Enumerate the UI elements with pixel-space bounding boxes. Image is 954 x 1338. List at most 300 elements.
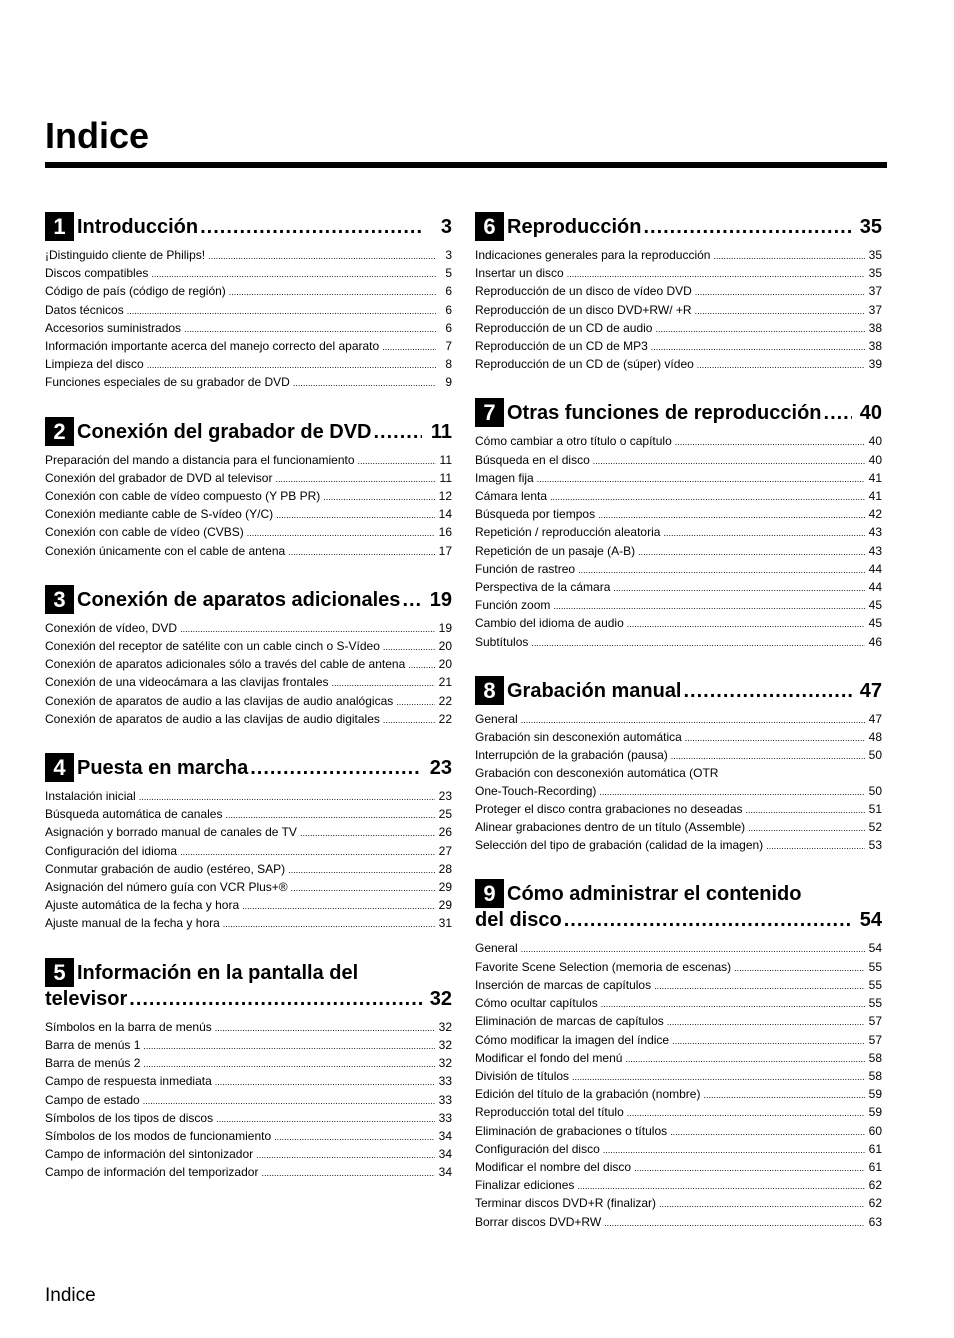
entry-page-number: 14 bbox=[438, 507, 452, 522]
toc-entry[interactable] bbox=[475, 265, 882, 283]
toc-entry[interactable] bbox=[45, 1055, 452, 1073]
entry-page-number: 16 bbox=[438, 525, 452, 540]
toc-section bbox=[45, 587, 452, 729]
section-entry-list bbox=[45, 620, 452, 729]
entry-page-number: 52 bbox=[868, 820, 882, 835]
entry-page-number: 11 bbox=[439, 452, 452, 467]
dot-leader bbox=[643, 214, 852, 240]
section-number-badge: 2 bbox=[45, 417, 74, 446]
dot-leader bbox=[578, 562, 865, 579]
dot-leader bbox=[671, 748, 865, 765]
section-heading[interactable] bbox=[45, 960, 452, 1012]
toc-entry[interactable] bbox=[475, 247, 882, 265]
toc-entry[interactable] bbox=[475, 302, 882, 320]
dot-leader bbox=[703, 1087, 864, 1104]
entry-page-number: 61 bbox=[868, 1141, 882, 1156]
dot-leader bbox=[634, 1160, 865, 1177]
entry-page-number: 55 bbox=[868, 959, 882, 974]
section-title-continued: del disco bbox=[475, 909, 562, 932]
entry-page-number: 63 bbox=[868, 1214, 882, 1229]
dot-leader bbox=[216, 1111, 435, 1128]
section-entry-list bbox=[475, 433, 882, 651]
entry-page-number: 44 bbox=[868, 561, 882, 576]
entry-page-number: 55 bbox=[868, 996, 882, 1011]
entry-title: Campo de información del temporizador bbox=[45, 1165, 259, 1180]
dot-leader bbox=[577, 1178, 864, 1195]
toc-entry[interactable] bbox=[45, 247, 452, 265]
section-entry-list bbox=[475, 711, 882, 856]
toc-entry[interactable] bbox=[475, 1013, 882, 1031]
entry-title: Barra de menús 2 bbox=[45, 1056, 141, 1071]
dot-leader bbox=[685, 730, 865, 747]
dot-leader bbox=[601, 996, 865, 1013]
entry-title: Subtítulos bbox=[475, 634, 529, 649]
dot-leader bbox=[383, 639, 435, 656]
toc-entry[interactable] bbox=[45, 711, 452, 729]
entry-title: Inserción de marcas de capítulos bbox=[475, 977, 652, 992]
toc-entry[interactable] bbox=[45, 265, 452, 283]
entry-page-number: 60 bbox=[868, 1123, 882, 1138]
section-heading[interactable] bbox=[45, 214, 452, 240]
section-title: Información en la pantalla del bbox=[77, 961, 359, 984]
dot-leader bbox=[627, 616, 865, 633]
section-number-badge: 9 bbox=[475, 879, 504, 908]
toc-entry[interactable] bbox=[45, 915, 452, 933]
entry-page-number: 41 bbox=[868, 470, 882, 485]
dot-leader bbox=[651, 339, 865, 356]
entry-title: Modificar el fondo del menú bbox=[475, 1050, 623, 1065]
toc-entry[interactable] bbox=[475, 615, 882, 633]
dot-leader bbox=[180, 844, 435, 861]
dot-leader bbox=[663, 525, 864, 542]
toc-section bbox=[45, 419, 452, 561]
section-number-badge: 8 bbox=[475, 676, 504, 705]
entry-title: Instalación inicial bbox=[45, 789, 136, 804]
section-page-number: 23 bbox=[429, 757, 452, 780]
entry-title: Edición del título de la grabación (nombre) bbox=[475, 1087, 701, 1102]
entry-title: One-Touch-Recording) bbox=[475, 783, 597, 798]
dot-leader bbox=[567, 266, 865, 283]
entry-page-number: 32 bbox=[438, 1037, 452, 1052]
section-title: Cómo administrar el contenido bbox=[507, 883, 802, 906]
section-page-number: 32 bbox=[429, 987, 452, 1010]
toc-entry[interactable] bbox=[45, 861, 452, 879]
entry-title: Búsqueda automática de canales bbox=[45, 807, 223, 822]
section-page-number: 19 bbox=[429, 588, 452, 611]
dot-leader bbox=[613, 580, 864, 597]
toc-entry[interactable] bbox=[475, 452, 882, 470]
toc-entry[interactable] bbox=[45, 1092, 452, 1110]
dot-leader bbox=[382, 339, 436, 356]
toc-entry[interactable] bbox=[475, 506, 882, 524]
toc-entry[interactable] bbox=[475, 747, 882, 765]
dot-leader bbox=[225, 807, 434, 824]
dot-leader bbox=[396, 694, 434, 711]
toc-entry[interactable] bbox=[45, 1164, 452, 1182]
entry-page-number: 42 bbox=[868, 507, 882, 522]
section-heading[interactable] bbox=[45, 755, 452, 781]
section-page-number: 11 bbox=[430, 420, 452, 443]
entry-title: Función zoom bbox=[475, 598, 551, 613]
section-heading[interactable] bbox=[475, 881, 882, 933]
toc-entry[interactable] bbox=[475, 597, 882, 615]
toc-entry[interactable] bbox=[475, 488, 882, 506]
entry-title: Reproducción de un disco DVD+RW/ +R bbox=[475, 302, 692, 317]
dot-leader bbox=[746, 802, 865, 819]
toc-entry[interactable] bbox=[475, 1159, 882, 1177]
entry-title: Finalizar ediciones bbox=[475, 1178, 575, 1193]
entry-page-number: 3 bbox=[445, 248, 452, 262]
section-heading-line bbox=[77, 960, 452, 986]
toc-section bbox=[475, 678, 882, 856]
dot-leader bbox=[684, 678, 853, 704]
toc-entry[interactable] bbox=[45, 374, 452, 392]
toc-entry[interactable] bbox=[475, 338, 882, 356]
entry-page-number: 12 bbox=[438, 489, 452, 504]
toc-entry[interactable] bbox=[45, 488, 452, 506]
entry-page-number: 28 bbox=[438, 861, 452, 876]
entry-title: Conexión de una videocámara a las clavijas frontales bbox=[45, 675, 329, 690]
entry-page-number: 33 bbox=[438, 1110, 452, 1125]
entry-page-number: 57 bbox=[868, 1032, 882, 1047]
dot-leader bbox=[824, 400, 852, 426]
entry-title: Funciones especiales de su grabador de DVD bbox=[45, 375, 290, 390]
section-page-number: 47 bbox=[859, 679, 882, 702]
dot-leader bbox=[697, 357, 865, 374]
entry-page-number: 59 bbox=[868, 1105, 882, 1120]
toc-entry[interactable] bbox=[45, 1128, 452, 1146]
entry-title: Imagen fija bbox=[475, 470, 534, 485]
section-heading[interactable] bbox=[475, 400, 882, 426]
section-entry-list bbox=[475, 247, 882, 374]
toc-entry[interactable] bbox=[45, 320, 452, 338]
entry-title: Grabación con desconexión automática (OTR bbox=[475, 766, 719, 781]
dot-leader bbox=[537, 471, 865, 488]
toc-section bbox=[45, 960, 452, 1183]
entry-title: Ajuste automática de la fecha y hora bbox=[45, 898, 240, 913]
toc-entry[interactable] bbox=[45, 524, 452, 542]
dot-leader bbox=[654, 978, 865, 995]
dot-leader bbox=[151, 266, 436, 283]
entry-page-number: 32 bbox=[438, 1056, 452, 1071]
dot-leader bbox=[143, 1038, 434, 1055]
section-number-badge: 4 bbox=[45, 753, 74, 782]
toc-entry[interactable] bbox=[45, 879, 452, 897]
section-heading-line bbox=[475, 907, 882, 933]
toc-entry[interactable] bbox=[475, 356, 882, 374]
dot-leader bbox=[748, 820, 864, 837]
toc-entry[interactable] bbox=[475, 1068, 882, 1086]
toc-entry[interactable] bbox=[45, 824, 452, 842]
entry-page-number: 19 bbox=[438, 620, 452, 635]
entry-title: Configuración del disco bbox=[475, 1141, 600, 1156]
entry-page-number: 9 bbox=[445, 375, 452, 390]
section-heading[interactable] bbox=[45, 419, 452, 445]
section-page-number: 40 bbox=[859, 402, 882, 425]
toc-entry[interactable] bbox=[475, 801, 882, 819]
entry-title: Símbolos de los modos de funcionamiento bbox=[45, 1128, 272, 1143]
toc-entry[interactable] bbox=[475, 1050, 882, 1068]
toc-entry[interactable] bbox=[45, 693, 452, 711]
entry-title: Asignación del número guía con VCR Plus+® bbox=[45, 880, 288, 895]
dot-leader bbox=[373, 419, 422, 445]
dot-leader bbox=[670, 1124, 865, 1141]
toc-entry[interactable] bbox=[45, 356, 452, 374]
toc-entry[interactable] bbox=[45, 806, 452, 824]
entry-page-number: 58 bbox=[868, 1050, 882, 1065]
toc-entry[interactable] bbox=[475, 1032, 882, 1050]
entry-page-number: 29 bbox=[438, 880, 452, 895]
entry-title: Cómo cambiar a otro título o capítulo bbox=[475, 434, 672, 449]
toc-entry[interactable] bbox=[475, 940, 882, 958]
dot-leader bbox=[627, 1105, 865, 1122]
dot-leader bbox=[139, 789, 435, 806]
toc-entry[interactable] bbox=[475, 837, 882, 855]
dot-leader bbox=[143, 1056, 434, 1073]
toc-entry[interactable] bbox=[475, 995, 882, 1013]
toc-section bbox=[45, 755, 452, 934]
dot-leader bbox=[180, 621, 435, 638]
entry-page-number: 25 bbox=[438, 807, 452, 822]
toc-entry[interactable] bbox=[45, 1019, 452, 1037]
entry-page-number: 29 bbox=[438, 898, 452, 913]
toc-entry[interactable] bbox=[45, 1037, 452, 1055]
entry-title: Insertar un disco bbox=[475, 266, 564, 281]
toc-entry[interactable] bbox=[45, 452, 452, 470]
dot-leader bbox=[550, 489, 865, 506]
entry-page-number: 35 bbox=[868, 248, 882, 262]
toc-entry[interactable] bbox=[475, 977, 882, 995]
toc-entry[interactable] bbox=[475, 543, 882, 561]
entry-title: Conexión con cable de vídeo (CVBS) bbox=[45, 525, 244, 540]
entry-title: Datos técnicos bbox=[45, 302, 124, 317]
toc-entry[interactable] bbox=[475, 1177, 882, 1195]
entry-title: Limpieza del disco bbox=[45, 357, 144, 372]
entry-title: Reproducción de un CD de audio bbox=[475, 320, 653, 335]
entry-title: Discos compatibles bbox=[45, 266, 149, 281]
section-heading[interactable] bbox=[45, 587, 452, 613]
toc-entry[interactable] bbox=[45, 674, 452, 692]
entry-page-number: 46 bbox=[868, 634, 882, 649]
entry-title: Campo de respuesta inmediata bbox=[45, 1074, 212, 1089]
toc-entry[interactable] bbox=[45, 1110, 452, 1128]
entry-title: Interrupción de la grabación (pausa) bbox=[475, 748, 668, 763]
entry-page-number: 58 bbox=[868, 1068, 882, 1083]
section-number-badge: 6 bbox=[475, 212, 504, 241]
toc-entry[interactable] bbox=[45, 506, 452, 524]
section-title: Grabación manual bbox=[507, 679, 682, 702]
entry-page-number: 8 bbox=[445, 357, 452, 372]
entry-page-number: 39 bbox=[868, 357, 882, 372]
entry-title: Reproducción de un disco de vídeo DVD bbox=[475, 284, 692, 299]
dot-leader bbox=[200, 214, 422, 240]
section-title: Puesta en marcha bbox=[77, 757, 249, 780]
dot-leader bbox=[127, 303, 436, 320]
dot-leader bbox=[598, 507, 865, 524]
entry-page-number: 41 bbox=[868, 489, 882, 504]
section-entry-list bbox=[45, 452, 452, 561]
section-heading-line bbox=[507, 214, 882, 240]
entry-page-number: 22 bbox=[438, 711, 452, 726]
section-title: Conexión del grabador de DVD bbox=[77, 420, 372, 443]
toc-entry[interactable] bbox=[475, 524, 882, 542]
entry-title: Cómo modificar la imagen del índice bbox=[475, 1032, 670, 1047]
toc-entry[interactable] bbox=[45, 843, 452, 861]
entry-page-number: 7 bbox=[445, 339, 452, 354]
dot-leader bbox=[672, 1033, 865, 1050]
section-page-number: 54 bbox=[859, 909, 882, 932]
entry-title: Información importante acerca del manejo correcto del aparato bbox=[45, 339, 380, 354]
entry-title: Símbolos en la barra de menús bbox=[45, 1019, 212, 1034]
toc-entry[interactable] bbox=[45, 543, 452, 561]
dot-leader bbox=[734, 960, 865, 977]
entry-page-number: 51 bbox=[868, 801, 882, 816]
entry-page-number: 17 bbox=[438, 543, 452, 558]
dot-leader bbox=[229, 284, 436, 301]
entry-page-number: 40 bbox=[868, 434, 882, 449]
entry-title: Borrar discos DVD+RW bbox=[475, 1214, 602, 1229]
dot-leader bbox=[531, 635, 864, 652]
toc-entry[interactable] bbox=[475, 959, 882, 977]
entry-title: Eliminación de grabaciones o títulos bbox=[475, 1123, 668, 1138]
section-title: Introducción bbox=[77, 216, 199, 238]
entry-page-number: 35 bbox=[868, 266, 882, 281]
dot-leader bbox=[402, 587, 422, 613]
section-number-badge: 5 bbox=[45, 958, 74, 987]
toc-entry[interactable] bbox=[45, 283, 452, 301]
entry-page-number: 43 bbox=[868, 525, 882, 540]
dot-leader bbox=[184, 321, 436, 338]
toc-entry[interactable] bbox=[45, 1146, 452, 1164]
dot-leader bbox=[147, 357, 436, 374]
dot-leader bbox=[625, 1051, 864, 1068]
toc-entry[interactable] bbox=[475, 1086, 882, 1104]
toc-entry[interactable] bbox=[475, 433, 882, 451]
dot-leader bbox=[713, 248, 864, 265]
entry-page-number: 22 bbox=[438, 693, 452, 708]
section-entry-list bbox=[45, 247, 452, 393]
entry-title: Asignación y borrado manual de canales de TV bbox=[45, 825, 297, 840]
dot-leader bbox=[288, 862, 435, 879]
dot-leader bbox=[215, 1074, 435, 1091]
section-page-number: 3 bbox=[440, 216, 452, 238]
entry-title: Conexión del receptor de satélite con un cable cinch o S-Vídeo bbox=[45, 639, 380, 654]
toc-entry[interactable] bbox=[475, 1141, 882, 1159]
toc-entry[interactable] bbox=[45, 656, 452, 674]
toc-entry[interactable] bbox=[45, 1073, 452, 1091]
dot-leader bbox=[129, 986, 422, 1012]
entry-title: Símbolos de los tipos de discos bbox=[45, 1110, 214, 1125]
section-entry-list bbox=[45, 1019, 452, 1183]
section-number-badge: 3 bbox=[45, 585, 74, 614]
dot-leader bbox=[599, 784, 864, 801]
section-heading[interactable] bbox=[475, 678, 882, 704]
dot-leader bbox=[675, 434, 865, 451]
dot-leader bbox=[274, 1129, 435, 1146]
toc-entry[interactable] bbox=[475, 283, 882, 301]
section-heading[interactable] bbox=[475, 214, 882, 240]
toc-entry[interactable] bbox=[475, 1214, 882, 1232]
toc-entry[interactable] bbox=[45, 620, 452, 638]
toc-entry[interactable] bbox=[475, 711, 882, 729]
section-heading-line bbox=[507, 881, 882, 907]
dot-leader bbox=[250, 755, 422, 781]
entry-page-number: 47 bbox=[868, 711, 882, 726]
dot-leader bbox=[638, 544, 865, 561]
entry-title: Campo de estado bbox=[45, 1092, 140, 1107]
toc-entry[interactable] bbox=[45, 470, 452, 488]
toc-entry[interactable] bbox=[475, 1123, 882, 1141]
toc-entry[interactable] bbox=[45, 338, 452, 356]
section-entry-list bbox=[475, 940, 882, 1231]
entry-title: Campo de información del sintonizador bbox=[45, 1147, 254, 1162]
toc-entry[interactable] bbox=[45, 897, 452, 915]
toc-entry[interactable] bbox=[475, 819, 882, 837]
entry-title: ¡Distinguido cliente de Philips! bbox=[45, 248, 206, 262]
dot-leader bbox=[208, 248, 436, 265]
dot-leader bbox=[667, 1014, 865, 1031]
toc-entry[interactable] bbox=[475, 579, 882, 597]
toc-right-column bbox=[475, 214, 882, 1258]
dot-leader bbox=[695, 303, 865, 320]
dot-leader bbox=[593, 453, 865, 470]
toc-entry[interactable] bbox=[475, 320, 882, 338]
toc-entry[interactable] bbox=[475, 783, 882, 801]
entry-page-number: 57 bbox=[868, 1014, 882, 1029]
entry-page-number: 45 bbox=[868, 616, 882, 631]
dot-leader bbox=[256, 1147, 435, 1164]
entry-title: Alinear grabaciones dentro de un título (Assemble) bbox=[475, 820, 746, 835]
entry-title: Preparación del mando a distancia para el funcionamiento bbox=[45, 452, 355, 467]
section-heading-line bbox=[77, 214, 452, 240]
entry-page-number: 55 bbox=[868, 977, 882, 992]
entry-page-number: 6 bbox=[445, 320, 452, 335]
dot-leader bbox=[276, 507, 435, 524]
entry-title: Eliminación de marcas de capítulos bbox=[475, 1014, 664, 1029]
dot-leader bbox=[358, 453, 436, 470]
entry-page-number: 5 bbox=[445, 266, 452, 281]
entry-title: Conexión únicamente con el cable de antena bbox=[45, 543, 286, 558]
toc-entry[interactable] bbox=[475, 1104, 882, 1122]
toc-entry[interactable] bbox=[475, 634, 882, 652]
dot-leader bbox=[572, 1069, 865, 1086]
toc-entry[interactable] bbox=[45, 788, 452, 806]
toc-entry[interactable] bbox=[475, 765, 882, 782]
dot-leader bbox=[383, 712, 435, 729]
toc-entry[interactable] bbox=[45, 302, 452, 320]
entry-title: Grabación sin desconexión automática bbox=[475, 730, 682, 745]
section-title: Reproducción bbox=[507, 216, 642, 238]
toc-entry[interactable] bbox=[475, 1195, 882, 1213]
dot-leader bbox=[247, 525, 435, 542]
entry-page-number: 50 bbox=[868, 783, 882, 798]
section-entry-list bbox=[45, 788, 452, 934]
toc-entry[interactable] bbox=[45, 638, 452, 656]
entry-title: Reproducción de un CD de (súper) vídeo bbox=[475, 357, 694, 372]
entry-page-number: 38 bbox=[868, 320, 882, 335]
entry-title: Ajuste manual de la fecha y hora bbox=[45, 916, 220, 931]
toc-entry[interactable] bbox=[475, 470, 882, 488]
section-heading-line bbox=[507, 400, 882, 426]
toc-entry[interactable] bbox=[475, 561, 882, 579]
entry-page-number: 62 bbox=[868, 1196, 882, 1211]
entry-title: Favorite Scene Selection (memoria de escenas) bbox=[475, 959, 732, 974]
entry-title: Modificar el nombre del disco bbox=[475, 1159, 632, 1174]
dot-leader bbox=[215, 1020, 435, 1037]
toc-entry[interactable] bbox=[475, 729, 882, 747]
entry-page-number: 54 bbox=[868, 941, 882, 956]
dot-leader bbox=[655, 321, 864, 338]
